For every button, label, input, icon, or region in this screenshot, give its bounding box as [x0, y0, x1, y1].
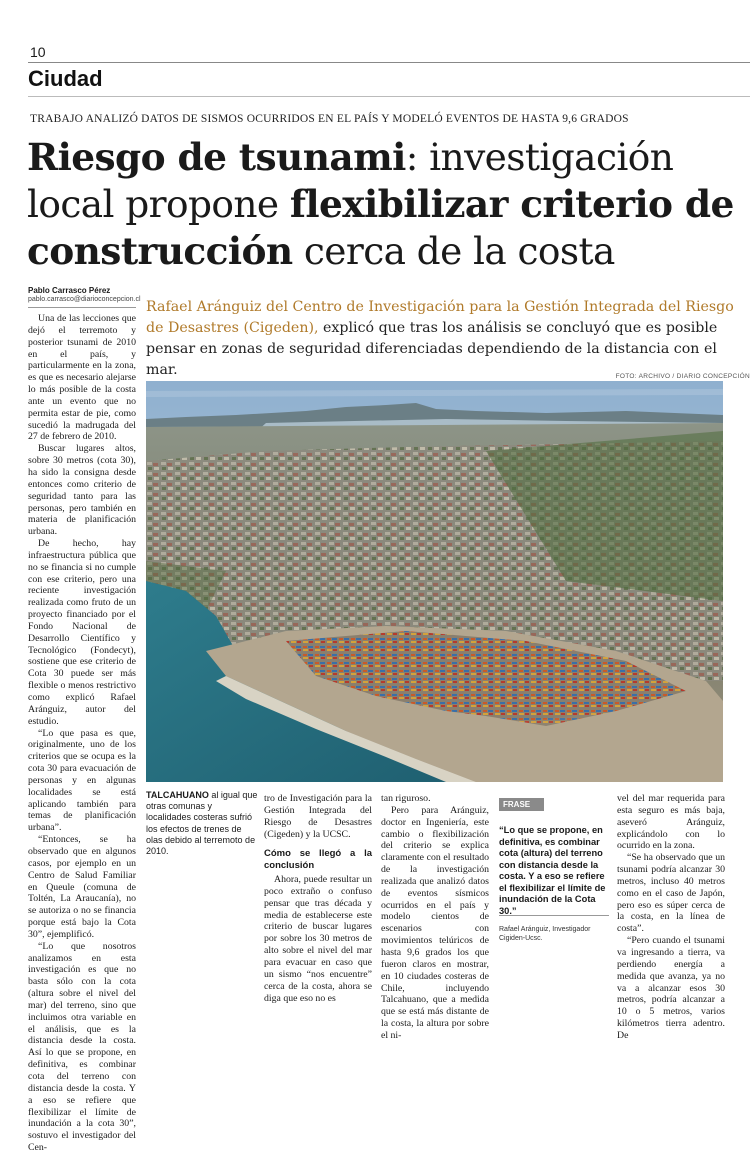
paragraph: Pero para Aránguiz, doctor en Ingeniería, este cambio o flexibilización del criterio se explica claramente con el resultado de la investigación realizada que analizó datos de eventos sísmicos ocurridos en el país y modelo cientos de escenarios con movimientos telúricos de hasta 9,6 grados los que fueron claros en mostrar, en 10 ciudades costeras de Chile, incluyendo Talcahuano, que a medida que se está más distante de la costa, la altura por sobre el ni- — [381, 804, 489, 1041]
lead-rest: explicó que tras los análisis se concluyó que es posible pensar en zonas de seguridad diferenciadas dependiendo de la distancia con el mar. — [146, 320, 718, 378]
paragraph: tan riguroso. — [381, 793, 431, 804]
page-number: 10 — [30, 44, 46, 60]
header-rule — [28, 62, 750, 63]
aerial-photo — [146, 381, 723, 782]
paragraph: “Lo que nosotros analizamos en esta investigación es que no basta sólo con la cota (altura sobre el nivel del mar) del terreno, sino que incluimos otra variable en el análisis, que es la distancia desde la costa. Así lo que se propone, en definitiva, es combinar cota del terreno con distancia desde la costa. Y a eso se refiere que flexibilizar el límite de inundación a la cota 30”, sostuvo el investigador del Cen- — [28, 940, 136, 1154]
caption-bold: TALCAHUANO — [146, 790, 209, 800]
paragraph: “Se ha observado que un tsunami podría alcanzar 30 metros, incluso 40 metros como en el caso de Japón, pero eso es súper cerca de la costa, en la línea de costa”. — [617, 852, 725, 935]
paragraph: “Entonces, se ha observado que en algunos casos, por ejemplo en un Centro de Salud Familiar en Queule (comuna de Toltén, La Araucanía), no se autoriza o no se financia porque está bajo la Cota 30”, ejemplificó. — [28, 834, 136, 940]
body-column-6 — [617, 793, 725, 1042]
lead-paragraph — [146, 297, 748, 381]
paragraph: Buscar lugares altos, sobre 30 metros (cota 30), ha sido la consigna desde entonces como criterio de seguridad tanto para las personas, pero también en materia de planificación urbana. — [28, 443, 136, 538]
section-rule — [28, 96, 750, 97]
paragraph: Una de las lecciones que dejó el terremoto y posterior tsunami de 2010 en el país, y particularmente en la zona, es que es necesario alejarse lo más posible de la costa ante un evento que no permita estar de pie, como sucedió la madrugada del 27 de febrero de 2010. — [28, 313, 136, 443]
headline-bold-1: Riesgo de tsunami — [27, 135, 406, 179]
paragraph: Ahora, puede resultar un poco extraño o confuso pensar que tras década y media de establecerse este criterio de buscar lugares por sobre los 30 metros de alto sobre el nivel del mar para evacuar en caso que un sismo “nos encuentre” cerca de la costa, ahora se diga que eso no es — [264, 874, 372, 1004]
pull-quote — [499, 792, 609, 943]
paragraph: “Lo que pasa es que, originalmente, uno de los criterios que se ocupa es la cota 30 para evacuación de personas y en algunas localidades se está aplicando también para temas de planificación urbana”. — [28, 727, 136, 834]
pull-quote-label: FRASE — [499, 798, 544, 811]
paragraph: vel del mar requerida para esta seguro es más baja, aseveró Aránguiz, explicándolo con lo ocurrido en la zona. — [617, 793, 725, 852]
headline-text-2: cerca de la costa — [292, 229, 615, 273]
headline — [27, 134, 747, 275]
headline-bold-2: flexibilizar criterio de construcción — [27, 182, 734, 273]
photo-credit: FOTO: ARCHIVO / DIARIO CONCEPCIÓN — [615, 373, 750, 380]
kicker: TRABAJO ANALIZÓ DATOS DE SISMOS OCURRIDOS EN EL PAÍS Y MODELÓ EVENTOS DE HASTA 9,6 GRADOS — [30, 113, 629, 125]
pull-quote-text: “Lo que se propone, en definitiva, es combinar cota (altura) del terreno con distancia desde la costa. Y a eso se refiere el flexibilizar el límite de inundación de la Cota 30.” — [499, 825, 606, 916]
pull-quote-author: Rafael Aránguiz, Investigador Cigiden-Ucsc. — [499, 926, 591, 942]
section-title: Ciudad — [28, 66, 103, 91]
body-column-4 — [381, 793, 489, 1042]
photo-caption — [146, 790, 258, 857]
paragraph: De hecho, hay infraestructura pública que no se financia si no cumple con ese criterio, pero una reciente investigación realizada como fruto de un proyecto financiado por el Fondo Nacional de Desarrollo Científico y Tecnológico (Fondecyt), sostiene que ese criterio de Cota 30 puede ser más flexible o menos restrictivo como explicó Rafael Aránguiz, autor del estudio. — [28, 538, 136, 727]
subhead: Cómo se llegó a la conclusión — [264, 848, 372, 872]
byline-rule — [28, 307, 136, 308]
lead-highlight: Rafael Aránguiz del Centro de Investigación para la Gestión Integrada del Riesgo de Desastres (Cigeden), — [146, 299, 734, 336]
headline-text-1: : investigación local propone — [27, 135, 674, 226]
body-column-1 — [28, 313, 136, 1154]
pull-quote-rule — [499, 915, 609, 916]
caption-text: al igual que otras comunas y localidades costeras sufrió los efectos de trenes de olas debido al terremoto de 2010. — [146, 790, 258, 857]
paragraph: “Pero cuando el tsunami va ingresando a tierra, va perdiendo energía a medida que avanza, ya no va a alcanzar esos 30 metros, podría alcanzar a 10 o 5 metros, varios kilómetros tierra adentro. De — [617, 935, 725, 1041]
byline-email: pablo.carrasco@diarioconcepcion.cl — [28, 296, 141, 303]
byline-name: Pablo Carrasco Pérez — [28, 286, 111, 295]
paragraph: tro de Investigación para la Gestión Integrada del Riesgo de Desastres (Cigeden) y la UCSC. — [264, 793, 372, 840]
body-column-3 — [264, 793, 372, 1004]
